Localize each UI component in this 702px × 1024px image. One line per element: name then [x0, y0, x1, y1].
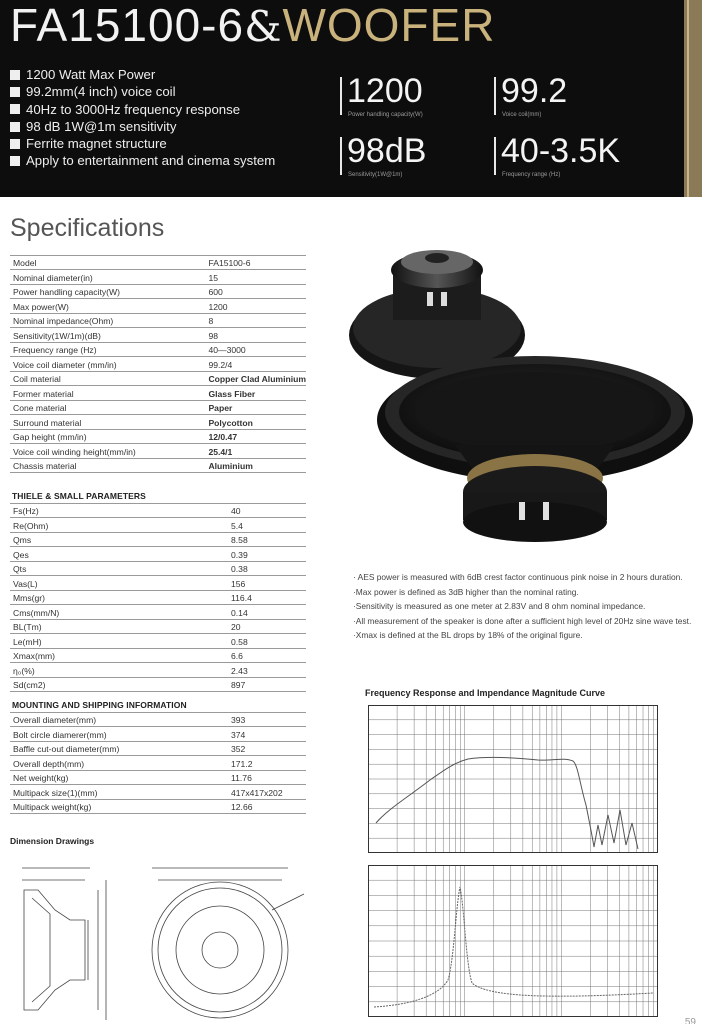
table-row: [10, 342, 306, 356]
param-value: 156: [231, 576, 306, 590]
dimension-drawings-title: Dimension Drawings: [10, 836, 95, 846]
table-row: [10, 547, 306, 561]
param-value: Copper Clad Aluminium: [208, 371, 306, 385]
param-name: Net weight(kg): [10, 770, 231, 784]
note-item: ·Xmax is defined at the BL drops by 18% of the original figure.: [353, 630, 583, 640]
param-value: 393: [231, 713, 306, 727]
param-name: Qes: [10, 547, 231, 561]
table-row: [10, 386, 306, 400]
param-name: Max power(W): [10, 299, 208, 313]
param-value: Polycotton: [208, 415, 306, 429]
param-value: 1200: [208, 299, 306, 313]
table-row: [10, 328, 306, 342]
param-value: 171.2: [231, 756, 306, 770]
param-name: Surround material: [10, 415, 208, 429]
param-value: 600: [208, 284, 306, 298]
table-row: [10, 313, 306, 327]
bullet-square-icon: [10, 156, 20, 166]
dimension-drawing: [10, 850, 330, 1022]
param-value: 374: [231, 727, 306, 741]
param-value: 2.43: [231, 663, 306, 677]
table-row: [10, 663, 306, 677]
table-row: [10, 634, 306, 648]
table-row: [10, 648, 306, 662]
bullet-square-icon: [10, 104, 20, 114]
param-name: Power handling capacity(W): [10, 284, 208, 298]
specifications-table: [10, 255, 306, 473]
param-name: η₀(%): [10, 663, 231, 677]
table-row: [10, 605, 306, 619]
feature-item: 98 dB 1W@1m sensitivity: [10, 118, 275, 135]
table-row: [10, 284, 306, 298]
param-name: Sensitivity(1W/1m)(dB): [10, 328, 208, 342]
param-name: Xmax(mm): [10, 648, 231, 662]
page-number: 59: [684, 1017, 696, 1024]
param-name: Frequency range (Hz): [10, 342, 208, 356]
param-value: 12/0.47: [208, 429, 306, 443]
param-name: Voice coil diameter (mm/in): [10, 357, 208, 371]
param-value: FA15100-6: [208, 256, 306, 270]
table-row: [10, 458, 306, 472]
specifications-title: Specifications: [10, 214, 165, 242]
bullet-square-icon: [10, 70, 20, 80]
param-value: 25.4/1: [208, 444, 306, 458]
param-name: Nominal impedance(Ohm): [10, 313, 208, 327]
mounting-shipping-table: [10, 712, 306, 814]
param-name: Bolt circle diamerer(mm): [10, 727, 231, 741]
note-item: ·Max power is defined as 3dB higher than the nominal rating.: [353, 586, 579, 597]
feature-item: Apply to entertainment and cinema system: [10, 152, 275, 169]
param-value: 12.66: [231, 799, 306, 813]
title-model: FA15100-6: [10, 0, 245, 51]
table-row: [10, 799, 306, 813]
bullet-square-icon: [10, 122, 20, 132]
param-name: Cone material: [10, 400, 208, 414]
param-value: Aluminium: [208, 458, 306, 472]
table-row: [10, 561, 306, 575]
param-name: Qms: [10, 532, 231, 546]
table-row: [10, 270, 306, 284]
thiele-small-table: [10, 503, 306, 692]
param-value: 116.4: [231, 590, 306, 604]
table-row: [10, 532, 306, 546]
impedance-curve: [374, 887, 653, 1007]
param-name: Former material: [10, 386, 208, 400]
param-value: 8: [208, 313, 306, 327]
param-value: Paper: [208, 400, 306, 414]
param-value: 98: [208, 328, 306, 342]
mounting-shipping-title: MOUNTING AND SHIPPING INFORMATION: [12, 700, 187, 710]
param-name: Mms(gr): [10, 590, 231, 604]
frequency-response-graph: [368, 705, 658, 853]
param-name: BL(Tm): [10, 619, 231, 633]
param-name: Model: [10, 256, 208, 270]
gold-accent-bar: [684, 0, 702, 197]
param-value: 8.58: [231, 532, 306, 546]
param-name: Vas(L): [10, 576, 231, 590]
feature-item: 40Hz to 3000Hz frequency response: [10, 101, 275, 118]
table-row: [10, 357, 306, 371]
param-name: Qts: [10, 561, 231, 575]
param-name: Gap height (mm/in): [10, 429, 208, 443]
param-value: Glass Fiber: [208, 386, 306, 400]
param-name: Overall depth(mm): [10, 756, 231, 770]
frequency-response-curve: [376, 757, 638, 849]
table-row: [10, 770, 306, 784]
table-row: [10, 590, 306, 604]
param-name: Fs(Hz): [10, 504, 231, 518]
param-value: 0.58: [231, 634, 306, 648]
impedance-magnitude-graph: [368, 865, 658, 1017]
feature-list: [10, 66, 275, 170]
param-value: 11.76: [231, 770, 306, 784]
param-name: Coil material: [10, 371, 208, 385]
table-row: [10, 756, 306, 770]
feature-item: 99.2mm(4 inch) voice coil: [10, 83, 275, 100]
table-row: [10, 444, 306, 458]
param-name: Overall diameter(mm): [10, 713, 231, 727]
param-value: 20: [231, 619, 306, 633]
feature-item: 1200 Watt Max Power: [10, 66, 275, 83]
param-value: 40—3000: [208, 342, 306, 356]
feature-item: Ferrite magnet structure: [10, 135, 275, 152]
table-row: [10, 785, 306, 799]
param-value: 0.38: [231, 561, 306, 575]
table-row: [10, 415, 306, 429]
param-name: Cms(mm/N): [10, 605, 231, 619]
title-type: WOOFER: [282, 0, 496, 51]
param-value: 897: [231, 677, 306, 691]
param-name: Chassis material: [10, 458, 208, 472]
table-row: [10, 677, 306, 691]
frequency-chart-title: Frequency Response and Impendance Magnitude Curve: [365, 688, 606, 698]
param-name: Multipack weight(kg): [10, 799, 231, 813]
param-value: 15: [208, 270, 306, 284]
table-row: [10, 400, 306, 414]
param-value: 5.4: [231, 518, 306, 532]
table-row: [10, 619, 306, 633]
param-name: Re(Ohm): [10, 518, 231, 532]
note-item: · AES power is measured with 6dB crest factor continuous pink noise in 2 hours duration.: [353, 572, 683, 582]
param-name: Sd(cm2): [10, 677, 231, 691]
measurement-notes: [353, 570, 693, 643]
param-name: Nominal diameter(in): [10, 270, 208, 284]
title-ampersand: &: [244, 2, 283, 51]
table-row: [10, 429, 306, 443]
table-row: [10, 371, 306, 385]
param-name: Multipack size(1)(mm): [10, 785, 231, 799]
table-row: [10, 741, 306, 755]
note-item: ·All measurement of the speaker is done after a sufficient high level of 20Hz sine wave test.: [353, 615, 692, 626]
param-value: 6.6: [231, 648, 306, 662]
table-row: [10, 299, 306, 313]
param-name: Le(mH): [10, 634, 231, 648]
param-value: 0.14: [231, 605, 306, 619]
table-row: [10, 256, 306, 270]
table-row: [10, 713, 306, 727]
table-row: [10, 576, 306, 590]
note-item: ·Sensitivity is measured as one meter at 2.83V and 8 ohm nominal impedance.: [353, 601, 646, 611]
param-value: 352: [231, 741, 306, 755]
bullet-square-icon: [10, 87, 20, 97]
table-row: [10, 727, 306, 741]
thiele-small-title: THIELE & SMALL PARAMETERS: [12, 491, 146, 501]
param-value: 40: [231, 504, 306, 518]
table-row: [10, 504, 306, 518]
woofer-product-photo: [345, 240, 695, 545]
param-name: Baffle cut-out diameter(mm): [10, 741, 231, 755]
table-row: [10, 518, 306, 532]
param-name: Voice coil winding height(mm/in): [10, 444, 208, 458]
bullet-square-icon: [10, 139, 20, 149]
param-value: 99.2/4: [208, 357, 306, 371]
param-value: 0.39: [231, 547, 306, 561]
header-banner: FA15100-6&WOOFER 1200 Watt Max Power 99.2mm(4 inch) voice coil 40Hz to 3000Hz frequency response 98 dB 1W@1m sensitivity Ferrite magnet structure Apply to entertainment and cinema system 1200 Power handling capacity(W) 99.2 Voice coil(mm) 98dB Sensitivity(1W@1m) 40-3.5K Frequency range (Hz): [0, 0, 702, 197]
param-value: 417x417x202: [231, 785, 306, 799]
product-title: [10, 2, 495, 50]
